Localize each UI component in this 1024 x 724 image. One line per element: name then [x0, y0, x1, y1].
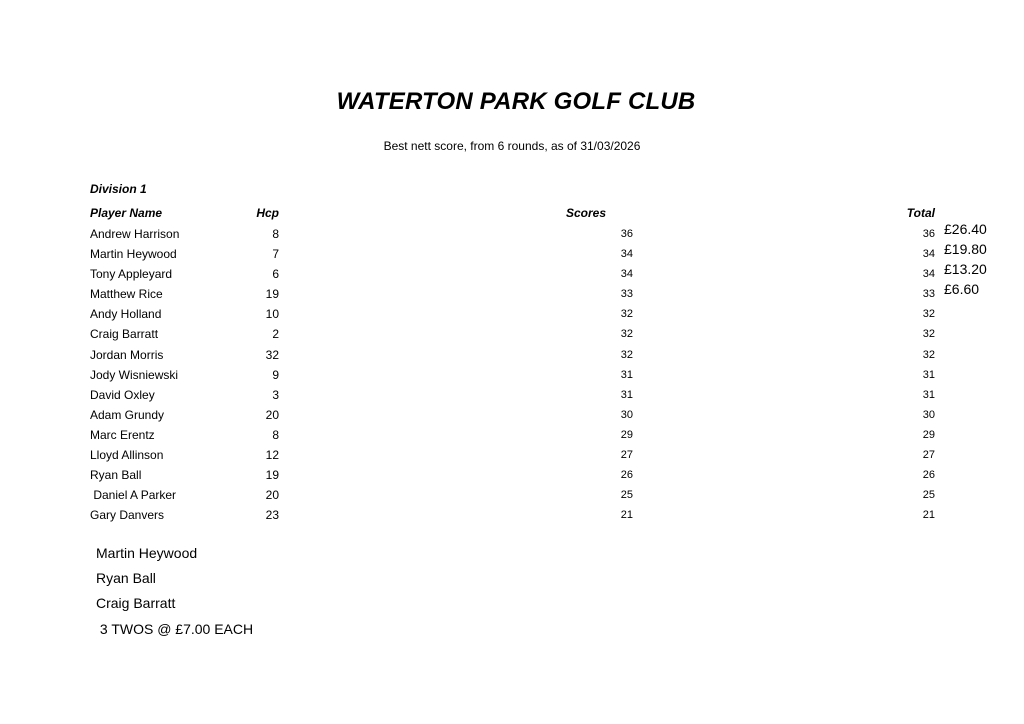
- player-score: 32: [620, 328, 633, 341]
- player-prize: £19.80: [944, 241, 987, 258]
- player-score: 33: [620, 288, 633, 301]
- twos-summary: 3 TWOS @ £7.00 EACH: [96, 620, 254, 637]
- table-row: [0, 385, 1024, 405]
- player-total: 27: [922, 449, 935, 462]
- player-name: Craig Barratt: [90, 327, 159, 342]
- table-row: [0, 261, 1024, 284]
- player-score: 32: [620, 308, 633, 321]
- player-score: 21: [620, 509, 633, 522]
- player-hcp: 8: [272, 227, 279, 241]
- player-total: 31: [922, 368, 935, 381]
- player-score: 31: [620, 368, 633, 381]
- player-score: 34: [620, 248, 633, 261]
- player-name: David Oxley: [90, 387, 155, 402]
- table-row: [0, 304, 1024, 324]
- player-hcp: 7: [272, 247, 279, 262]
- player-prize: £6.60: [944, 281, 980, 298]
- player-hcp: 6: [272, 267, 279, 282]
- column-header-total: Total: [906, 206, 935, 220]
- table-row: [0, 465, 1024, 485]
- table-row: [0, 345, 1024, 365]
- player-hcp: 32: [265, 347, 279, 362]
- player-total: 29: [922, 428, 935, 441]
- player-name: Andy Holland: [90, 307, 162, 322]
- player-name: Jody Wisniewski: [90, 367, 179, 382]
- player-name: Adam Grundy: [90, 407, 165, 422]
- player-hcp: 19: [265, 287, 279, 302]
- player-score: 27: [620, 449, 633, 462]
- column-header-player-name: Player Name: [90, 206, 163, 220]
- player-total: 33: [922, 288, 935, 301]
- player-total: 34: [922, 248, 935, 261]
- table-row: [0, 365, 1024, 385]
- twos-winner: Martin Heywood: [96, 545, 198, 561]
- player-total: 32: [922, 348, 935, 361]
- page-title: WATERTON PARK GOLF CLUB: [336, 88, 696, 115]
- player-total: 32: [922, 308, 935, 321]
- player-score: 29: [620, 428, 633, 441]
- player-hcp: 10: [265, 307, 279, 322]
- player-total: 34: [922, 268, 935, 281]
- player-score: 25: [620, 489, 633, 502]
- player-name: Matthew Rice: [90, 287, 163, 302]
- results-table: [0, 221, 1024, 525]
- player-name: Ryan Ball: [90, 468, 142, 483]
- player-total: 36: [922, 228, 935, 240]
- player-prize: £26.40: [944, 221, 987, 237]
- player-name: Jordan Morris: [90, 347, 164, 362]
- player-hcp: 20: [265, 407, 279, 422]
- table-row: [0, 324, 1024, 344]
- player-name: Andrew Harrison: [90, 227, 180, 241]
- table-row: [0, 485, 1024, 505]
- player-total: 31: [922, 388, 935, 401]
- player-hcp: 9: [272, 367, 279, 382]
- player-name: Marc Erentz: [90, 427, 155, 442]
- player-total: 30: [922, 408, 935, 421]
- table-row: [0, 221, 1024, 244]
- player-hcp: 3: [272, 387, 279, 402]
- player-name: Daniel A Parker: [90, 488, 177, 503]
- player-total: 26: [922, 469, 935, 482]
- table-row: [0, 445, 1024, 465]
- twos-winner: Ryan Ball: [96, 570, 156, 587]
- player-score: 34: [620, 268, 633, 281]
- player-total: 32: [922, 328, 935, 341]
- player-score: 26: [620, 469, 633, 482]
- player-prize: £13.20: [944, 261, 987, 278]
- twos-winner: Craig Barratt: [96, 595, 176, 612]
- player-hcp: 2: [272, 327, 279, 342]
- player-name: Lloyd Allinson: [90, 448, 164, 463]
- column-header-hcp: Hcp: [256, 206, 279, 220]
- player-total: 21: [922, 509, 935, 522]
- player-name: Gary Danvers: [90, 508, 165, 523]
- player-score: 32: [620, 348, 633, 361]
- table-row: [0, 425, 1024, 445]
- table-row: [0, 405, 1024, 425]
- division-heading: Division 1: [90, 182, 147, 196]
- player-score: 30: [620, 408, 633, 421]
- player-hcp: 23: [265, 508, 279, 523]
- twos-section: [96, 543, 253, 644]
- player-hcp: 19: [265, 468, 279, 483]
- player-hcp: 20: [265, 488, 279, 503]
- player-total: 25: [922, 489, 935, 502]
- table-row: [0, 241, 1024, 264]
- player-hcp: 12: [265, 448, 279, 463]
- column-header-scores: Scores: [565, 206, 606, 220]
- page-subtitle: Best nett score, from 6 rounds, as of 31/03/2026: [383, 139, 641, 153]
- player-score: 31: [620, 388, 633, 401]
- table-row: [0, 505, 1024, 525]
- player-score: 36: [620, 228, 633, 240]
- player-name: Martin Heywood: [90, 247, 177, 262]
- player-name: Tony Appleyard: [90, 267, 173, 282]
- player-hcp: 8: [272, 427, 279, 442]
- table-row: [0, 281, 1024, 304]
